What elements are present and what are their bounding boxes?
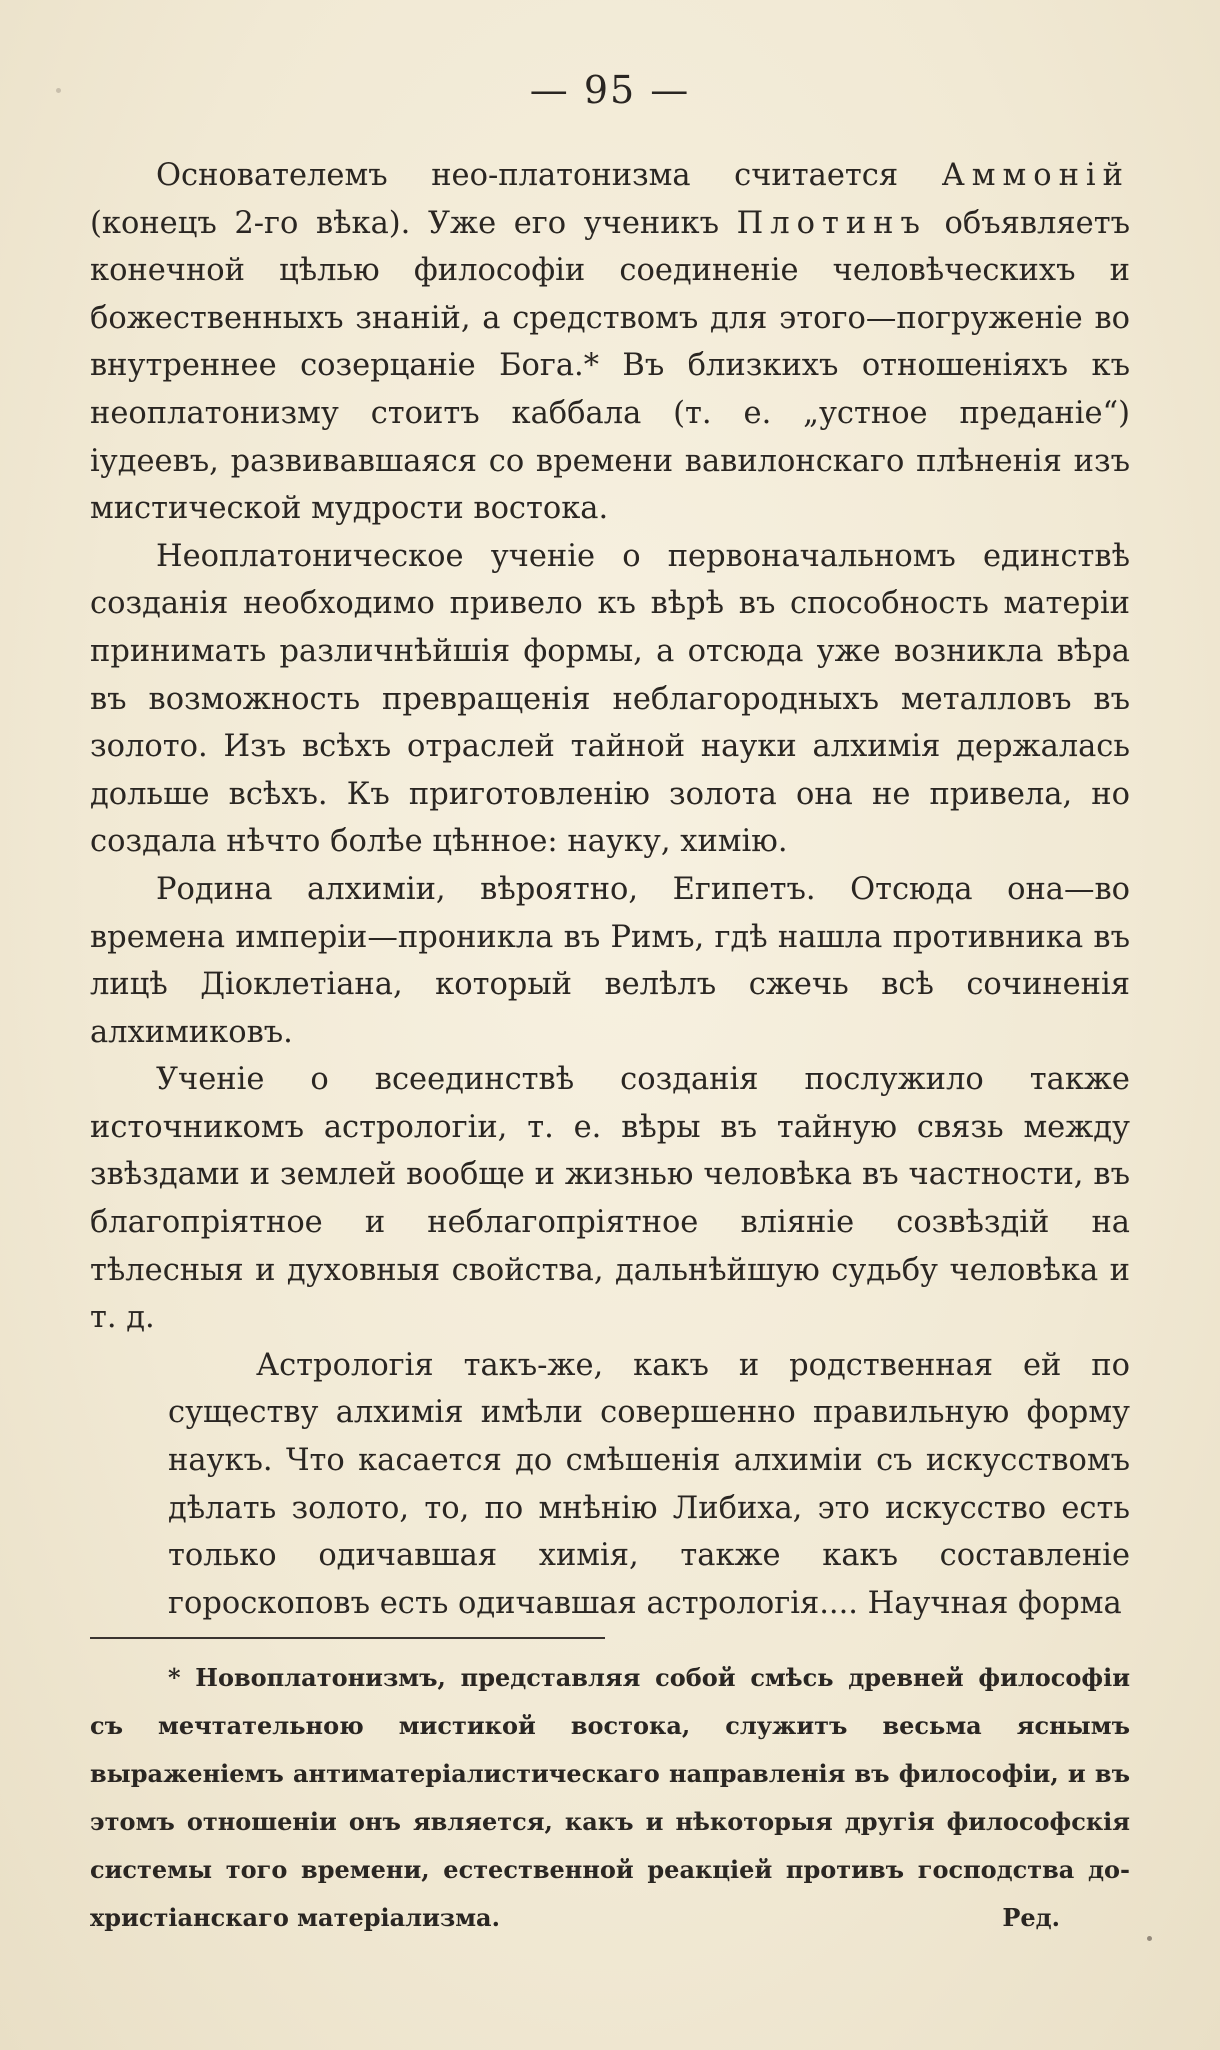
paragraph-1-before: Основателемъ нео-платонизма считается <box>156 158 942 193</box>
name-ammonius: Аммоній <box>941 158 1130 193</box>
paragraph-4: Ученіе о всеединствѣ созданія послужило также источникомъ астрологіи, т. е. вѣры въ тайную связь между звѣздами и землей вообще и жизнью человѣка въ частности, въ благопріятное и неблагопріятное вліяніе созвѣздій на тѣлесныя и духовныя свойства, дальнѣйшую судьбу человѣка и т. д. <box>90 1062 1130 1336</box>
paragraph-1 <box>90 152 1130 533</box>
quote-paragraph: Астрологія такъ-же, какъ и родственная ей по существу алхимія имѣли совершенно правильную форму наукъ. Что касается до смѣшенія алхиміи съ искусствомъ дѣлать золото, то, по мнѣнію Либиха, это искусство есть только одичавшая химія, также какъ составленіе гороскоповъ есть одичавшая астрологія.... Научная форма <box>168 1347 1130 1621</box>
paragraph-3: Родина алхиміи, вѣроятно, Египетъ. Отсюда она—во времена имперіи—проникла въ Римъ, гдѣ нашла противника въ лицѣ Діоклетіана, который велѣлъ сжечь всѣ сочиненія алхимиковъ. <box>90 871 1130 1050</box>
footnote-text <box>90 1654 1130 1942</box>
footnote-divider <box>90 1637 605 1639</box>
editor-mark: Ред. <box>1002 1903 1060 1932</box>
paper-speck <box>56 88 61 93</box>
paragraph-2: Неоплатоническое ученіе о первоначальномъ единствѣ созданія необходимо привело къ вѣрѣ въ способность матеріи принимать различнѣйшія формы, а отсюда уже возникла вѣра въ возможность превращенія неблагородныхъ металловъ въ золото. Изъ всѣхъ отраслей тайной науки алхимія держалась дольше всѣхъ. Къ приготовленію золота она не привела, но создала нѣчто болѣе цѣнное: науку, химію. <box>90 538 1130 860</box>
paper-speck <box>1147 1936 1152 1941</box>
footnote <box>90 1654 1130 1942</box>
paragraph-1-middle: (конецъ 2-го вѣка). Уже его ученикъ <box>90 205 737 241</box>
paragraph-1-after: объявляетъ конечной цѣлью философіи соединеніе человѣческихъ и божественныхъ знаній, а средствомъ для этого—погруженіе во внутреннее созерцаніе Бога.* Въ близкихъ отношеніяхъ къ неоплатонизму стоитъ каббала (т. е. „устное преданіе“) іудеевъ, развивавшаяся со времени вавилонскаго плѣненія изъ мистической мудрости востока. <box>90 205 1130 527</box>
main-text <box>90 152 1130 1627</box>
name-plotinus: Плотинъ <box>736 205 927 241</box>
footnote-body: * Новоплатонизмъ, представляя собой смѣсь древней философіи съ мечтательною мистикой востока, служитъ весьма яснымъ выраженіемъ антиматеріалистическаго направленія въ философіи, и въ этомъ отношеніи онъ является, какъ и нѣкоторыя другія философскія системы того времени, естественной реакціей противъ господства до-христіанскаго матеріализма. <box>90 1663 1130 1932</box>
page-number: — 95 — <box>529 68 691 112</box>
